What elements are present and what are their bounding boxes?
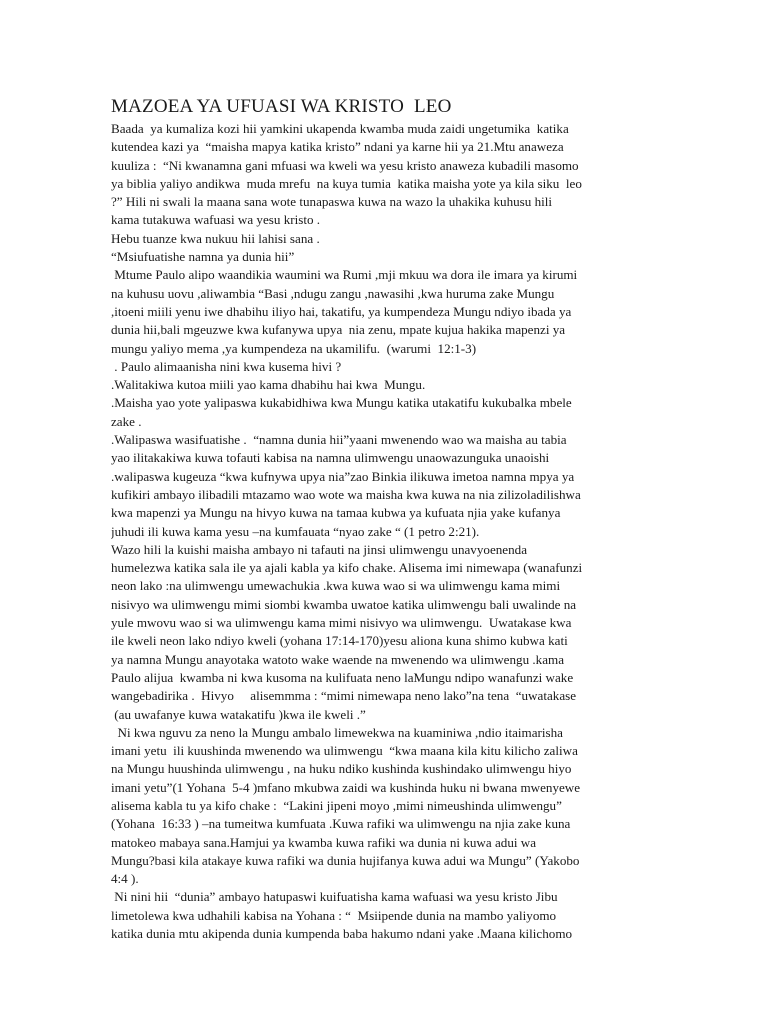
text-line: Baada ya kumaliza kozi hii yamkini ukapenda kwamba muda zaidi ungetumika katika (111, 121, 569, 136)
text-line: 4:4 ). (111, 871, 139, 887)
text-line: na Mungu huushinda ulimwengu , na huku ndiko kushinda kushindako ulimwengu hiyo (111, 761, 572, 777)
text-line: nisivyo wa ulimwengu mimi siombi kwamba uwatoe katika ulimwengu bali uwalinde na (111, 596, 577, 612)
text-line: juhudi ili kuwa kama yesu –na kumfauata “nyao zake “ (1 petro 2:21). (111, 523, 480, 539)
document-text (111, 120, 671, 943)
text-line: ?” Hili ni swali la maana sana wote tunapaswa kuwa na wazo la uhakika kuhusu hili (111, 194, 553, 210)
text-line: dunia hii,bali mgeuzwe kwa kufanywa upya nia zenu, mpate kujua hakika mapenzi ya (111, 322, 566, 338)
text-line: yule mwovu wao si wa ulimwengu kama mimi nisivyo wa ulimwengu. Uwatakase kwa (111, 615, 572, 631)
text-line: Ni kwa nguvu za neno la Mungu ambalo limewekwa na kuaminiwa ,ndio itaimarisha (111, 724, 563, 740)
text-line: ile kweli neon lako ndiyo kweli (yohana 17:14-170)yesu aliona kuna shimo kubwa kati (111, 633, 568, 649)
text-line: alisema kabla tu ya kifo chake : “Lakini jipeni moyo ,mimi nimeushinda ulimwengu” (111, 797, 562, 813)
text-line: zake . (111, 413, 142, 429)
text-line: Mtume Paulo alipo waandikia waumini wa Rumi ,mji mkuu wa dora ile imara ya kirumi (111, 267, 578, 283)
document-title: MAZOEA YA UFUASI WA KRISTO LEO (111, 96, 452, 117)
text-line: kutendea kazi ya “maisha mapya katika kristo” ndani ya karne hii ya 21.Mtu anaweza (111, 139, 564, 155)
text-line: kuuliza : “Ni kwanamna gani mfuasi wa kweli wa yesu kristo anaweza kubadili masomo (111, 157, 579, 173)
text-line: Mungu?basi kila atakaye kuwa rafiki wa dunia hujifanya kuwa adui wa Mungu” (Yakobo (111, 852, 580, 868)
text-line: Ni nini hii “dunia” ambayo hatupaswi kuifuatisha kama wafuasi wa yesu kristo Jibu (111, 889, 558, 905)
text-line: matokeo mabaya sana.Hamjui ya kwamba kuwa rafiki wa dunia ni kuwa adui wa (111, 834, 537, 850)
text-line: katika dunia mtu akipenda dunia kumpenda baba hakumo ndani yake .Maana kilichomo (111, 926, 573, 942)
text-line: imani yetu ili kuushinda mwenendo wa ulimwengu “kwa maana kila kitu kilicho zaliwa (111, 743, 578, 759)
text-line: kufikiri ambayo ilibadili mtazamo wao wote wa maisha kwa kuwa na nia zilizoladilishwa (111, 486, 581, 502)
text-line: .Maisha yao yote yalipaswa kukabidhiwa kwa Mungu katika utakatifu kukubalka mbele (111, 395, 572, 411)
text-line: mungu yaliyo mema ,ya kumpendeza na ukamilifu. (warumi 12:1-3) (111, 340, 477, 356)
text-line: neon lako :na ulimwengu umewachukia .kwa kuwa wao si wa ulimwengu kama mimi (111, 578, 561, 594)
text-line: Wazo hili la kuishi maisha ambayo ni tafauti na jinsi ulimwengu unavyoenenda (111, 541, 528, 557)
text-line: ya biblia yaliyo andikwa muda mrefu na kuya tumia katika maisha yote ya kila siku leo (111, 175, 582, 191)
text-line: Hebu tuanze kwa nukuu hii lahisi sana . (111, 230, 320, 246)
text-line: yao ilitakakiwa kuwa tofauti kabisa na namna ulimwengu unaowazunguka unaoishi (111, 450, 550, 466)
text-line: “Msiufuatishe namna ya dunia hii” (111, 249, 295, 265)
text-line: .Walitakiwa kutoa miili yao kama dhabihu hai kwa Mungu. (111, 377, 426, 393)
text-line: (Yohana 16:33 ) –na tumeitwa kumfuata .Kuwa rafiki wa ulimwengu na njia zake kuna (111, 816, 571, 832)
text-line: kama tutakuwa wafuasi wa yesu kristo . (111, 212, 321, 228)
text-line: ,itoeni miili yenu iwe dhabihu iliyo hai, takatifu, ya kumpendeza Mungu ndiyo ibada ya (111, 303, 572, 319)
text-line: limetolewa kwa udhahili kabisa na Yohana : “ Msiipende dunia na mambo yaliyomo (111, 907, 557, 923)
document-body (111, 96, 671, 943)
text-line: . Paulo alimaanisha nini kwa kusema hivi ? (111, 358, 342, 374)
text-line: .walipaswa kugeuza “kwa kufnywa upya nia”zao Binkia ilikuwa imetoa namna mpya ya (111, 468, 575, 484)
text-line: ya namna Mungu anayotaka watoto wake waende na mwenendo wa ulimwengu .kama (111, 651, 565, 667)
text-line: Paulo alijua kwamba ni kwa kusoma na kulifuata neno laMungu ndipo wanafunzi wake (111, 669, 574, 685)
text-line: .Walipaswa wasifuatishe . “namna dunia hii”yaani mwenendo wao wa maisha au tabia (111, 432, 567, 448)
text-line: humelezwa katika sala ile ya ajali kabla ya kifo chake. Alisema imi nimewapa (wanafunzi (111, 560, 583, 576)
text-line: na kuhusu uovu ,aliwambia “Basi ,ndugu zangu ,nawasihi ,kwa huruma zake Mungu (111, 285, 555, 301)
text-line: kwa mapenzi ya Mungu na hivyo kuwa na tamaa kubwa ya kufuata njia yake kufanya (111, 505, 561, 521)
text-line: imani yetu”(1 Yohana 5-4 )mfano mkubwa zaidi wa kushinda huku ni bwana mwenyewe (111, 779, 581, 795)
text-line: (au uwafanye kuwa watakatifu )kwa ile kweli .” (111, 706, 366, 722)
text-line: wangebadirika . Hivyo alisemmma : “mimi nimewapa neno lako”na tena “uwatakase (111, 688, 577, 704)
